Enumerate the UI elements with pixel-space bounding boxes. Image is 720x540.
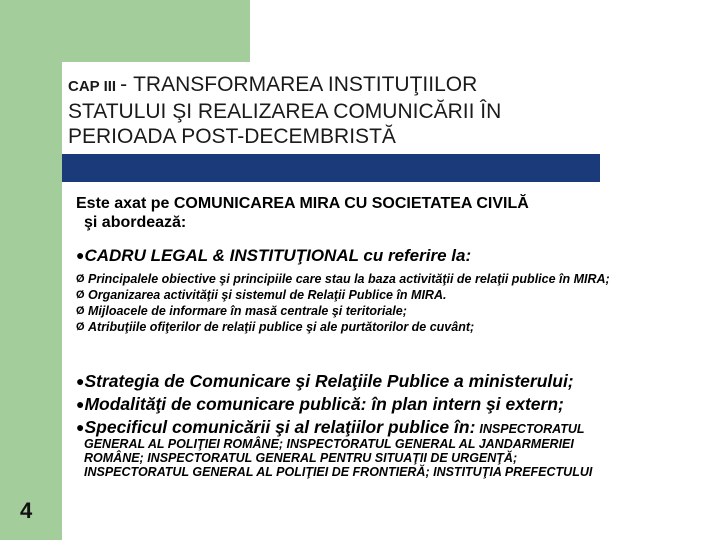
title-underline-bar: [62, 154, 600, 182]
arrow-bullet-icon: Ø: [76, 305, 85, 317]
title-line-2: STATULUI ŞI REALIZAREA COMUNICĂRII ÎN: [68, 100, 502, 123]
slide-title: [68, 72, 668, 149]
sub-item-text: Mijloacele de informare în masă centrale şi teritoriale;: [88, 304, 407, 318]
section-4-continuation: [84, 437, 684, 479]
bullet-icon: ●: [76, 396, 85, 412]
title-line-3: PERIOADA POST-DECEMBRISTĂ: [68, 125, 396, 148]
title-dash: -: [120, 73, 128, 96]
arrow-bullet-icon: Ø: [76, 273, 85, 285]
arrow-bullet-icon: Ø: [76, 289, 85, 301]
list-item: [76, 287, 636, 303]
list-item: [76, 303, 636, 319]
intro-line-2: şi abordează:: [84, 214, 187, 231]
intro-line-1: Este axat pe COMUNICAREA MIRA CU SOCIETATEA CIVILĂ: [76, 195, 529, 212]
bullet-icon: ●: [76, 419, 85, 435]
continuation-line-1: GENERAL AL POLIŢIEI ROMÂNE; INSPECTORATUL GENERAL AL JANDARMERIEI: [84, 437, 574, 451]
chapter-label: CAP III: [68, 78, 117, 95]
sub-item-text: Atribuţiile ofiţerilor de relaţii publice şi ale purtătorilor de cuvânt;: [88, 320, 475, 334]
section-4-text: Specificul comunicării şi al relaţiilor publice în:: [84, 417, 476, 437]
intro-text: [76, 194, 676, 232]
left-accent-band: [0, 0, 62, 540]
bullet-icon: ●: [76, 373, 85, 389]
section-4-tail: INSPECTORATUL: [479, 422, 585, 436]
continuation-line-2: ROMÂNE; INSPECTORATUL GENERAL PENTRU SITUAŢII DE URGENŢĂ;: [84, 451, 518, 465]
bullet-icon: ●: [76, 247, 85, 263]
section-modalities: [76, 394, 564, 415]
list-item: [76, 271, 636, 287]
arrow-bullet-icon: Ø: [76, 321, 85, 333]
top-accent-block: [0, 0, 250, 62]
section-strategy: [76, 371, 574, 392]
continuation-line-3: INSPECTORATUL GENERAL AL POLIŢIEI DE FRONTIERĂ; INSTITUŢIA PREFECTULUI: [84, 465, 593, 479]
section-specifics: [76, 417, 585, 438]
list-item: [76, 319, 636, 335]
section-2-text: Strategia de Comunicare şi Relaţiile Publice a ministerului;: [84, 371, 574, 391]
sub-item-text: Principalele obiective şi principiile care stau la baza activităţii de relaţii publice în MIRA;: [88, 272, 610, 286]
section-legal-framework: [76, 246, 471, 266]
title-line-1: [68, 72, 668, 99]
page-number: 4: [20, 498, 33, 523]
title-text-1: TRANSFORMAREA INSTITUŢIILOR: [133, 73, 478, 96]
section-1-text: CADRU LEGAL & INSTITUŢIONAL cu referire la:: [84, 246, 472, 265]
sub-item-text: Organizarea activităţii şi sistemul de Relaţii Publice în MIRA.: [88, 288, 447, 302]
section-3-text: Modalităţi de comunicare publică: în plan intern şi extern;: [84, 394, 564, 414]
sub-items-list: [76, 271, 636, 335]
